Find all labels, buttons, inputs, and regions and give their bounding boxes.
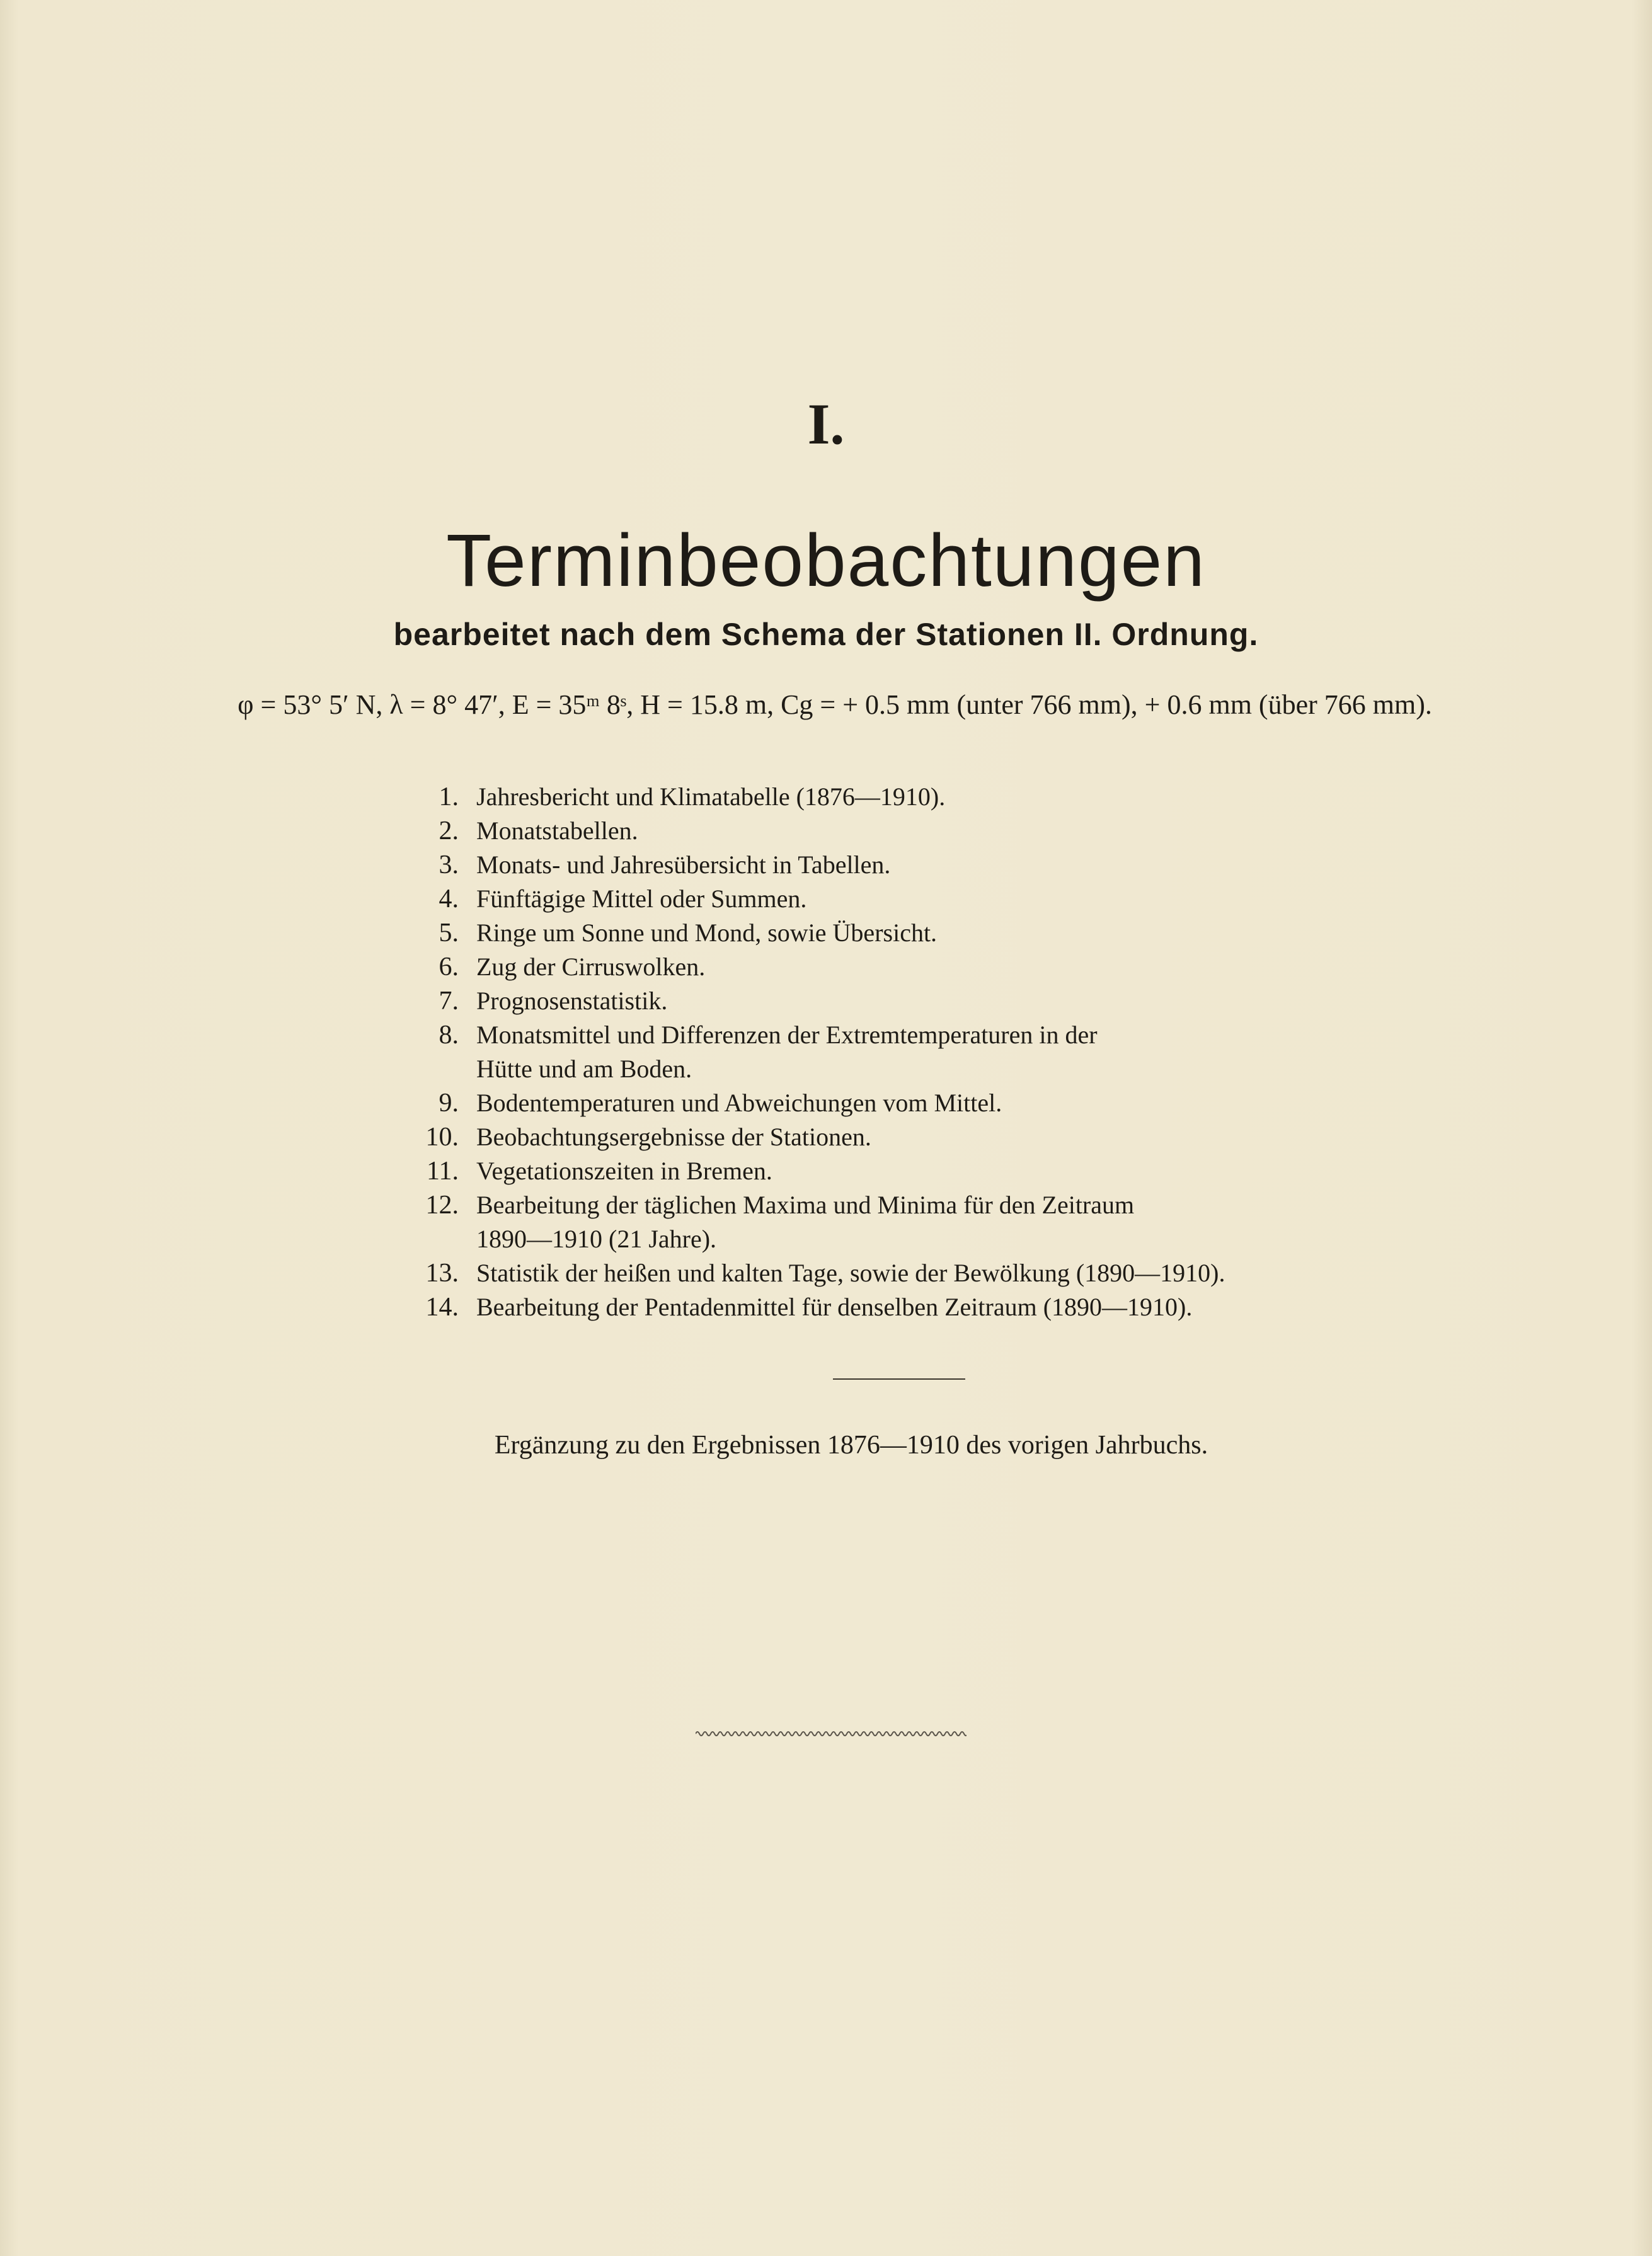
list-item	[403, 1188, 1474, 1256]
list-item-line: Zug der Cirruswolken.	[476, 953, 706, 981]
list-item	[403, 950, 1474, 984]
list-item-number: 2.	[439, 816, 459, 845]
list-item	[403, 1120, 1474, 1154]
list-item-line: Bearbeitung der Pentadenmittel für denselben Zeitraum (1890—1910).	[476, 1293, 1193, 1321]
list-item-number: 11.	[427, 1157, 459, 1186]
list-item-line: Beobachtungsergebnisse der Stationen.	[476, 1123, 871, 1151]
list-item-number: 9.	[439, 1089, 459, 1118]
list-item-text	[476, 1120, 1474, 1154]
list-item-line: Jahresbericht und Klimatabelle (1876—1910).	[476, 782, 946, 811]
station-coordinates: φ = 53° 5′ N, λ = 8° 47′, E = 35ᵐ 8ˢ, H = 15.8 m, Cg = + 0.5 mm (unter 766 mm), + 0.6 mm (über 766 mm).	[238, 689, 1432, 720]
list-item-text	[476, 950, 1474, 984]
list-item-number: 13.	[425, 1259, 459, 1288]
list-item	[403, 848, 1474, 882]
list-item-number: 7.	[439, 987, 459, 1016]
list-item-text	[476, 1086, 1474, 1120]
table-of-contents	[403, 780, 1474, 1324]
list-item-text	[476, 1290, 1474, 1324]
list-item-number: 4.	[439, 885, 459, 913]
page-subtitle: bearbeitet nach dem Schema der Stationen II. Ordnung.	[393, 617, 1259, 652]
list-item-line: Monatsmittel und Differenzen der Extremtemperaturen in der	[476, 1021, 1098, 1049]
list-item-text	[476, 1154, 1474, 1188]
list-item-number: 3.	[439, 850, 459, 879]
part-number: I.	[807, 392, 845, 456]
list-item-number: 10.	[425, 1123, 459, 1152]
list-item-line: Monats- und Jahresübersicht in Tabellen.	[476, 850, 891, 879]
list-item-number: 6.	[439, 953, 459, 982]
list-item	[403, 916, 1474, 950]
list-item	[403, 1018, 1474, 1086]
list-item	[403, 882, 1474, 916]
list-item-number: 5.	[439, 919, 459, 948]
list-item	[403, 984, 1474, 1018]
list-item	[403, 814, 1474, 848]
list-item-text	[476, 814, 1474, 848]
list-item-number: 14.	[425, 1293, 459, 1322]
list-item-text	[476, 1018, 1474, 1086]
list-item-line: Fünftägige Mittel oder Summen.	[476, 885, 807, 913]
list-item-line: 1890—1910 (21 Jahre).	[476, 1225, 717, 1253]
wavy-ornament-icon	[696, 1727, 967, 1740]
list-item-text	[476, 848, 1474, 882]
list-item	[403, 1290, 1474, 1324]
separator-rule	[833, 1378, 965, 1380]
page-title: Terminbeobachtungen	[446, 519, 1206, 602]
list-item-text	[476, 1188, 1474, 1256]
list-item-line: Monatstabellen.	[476, 816, 638, 845]
list-item-line: Vegetationszeiten in Bremen.	[476, 1157, 772, 1185]
list-item-text	[476, 882, 1474, 916]
list-item-text	[476, 916, 1474, 950]
list-item	[403, 1256, 1474, 1290]
list-item-line: Ringe um Sonne und Mond, sowie Übersicht.	[476, 919, 938, 947]
list-item-number: 1.	[439, 782, 459, 811]
supplement-note: Ergänzung zu den Ergebnissen 1876—1910 des vorigen Jahrbuchs.	[494, 1431, 1208, 1460]
list-item-number: 8.	[439, 1021, 459, 1050]
list-item-line: Bearbeitung der täglichen Maxima und Minima für den Zeitraum	[476, 1191, 1135, 1219]
list-item-line: Prognosenstatistik.	[476, 987, 668, 1015]
list-item-line: Hütte und am Boden.	[476, 1055, 692, 1083]
list-item-line: Bodentemperaturen und Abweichungen vom Mittel.	[476, 1089, 1002, 1117]
list-item-number: 12.	[425, 1191, 459, 1220]
list-item-line: Statistik der heißen und kalten Tage, sowie der Bewölkung (1890—1910).	[476, 1259, 1225, 1287]
list-item-text	[476, 780, 1474, 814]
list-item-text	[476, 984, 1474, 1018]
list-item	[403, 1086, 1474, 1120]
list-item-text	[476, 1256, 1474, 1290]
list-item	[403, 780, 1474, 814]
list-item	[403, 1154, 1474, 1188]
